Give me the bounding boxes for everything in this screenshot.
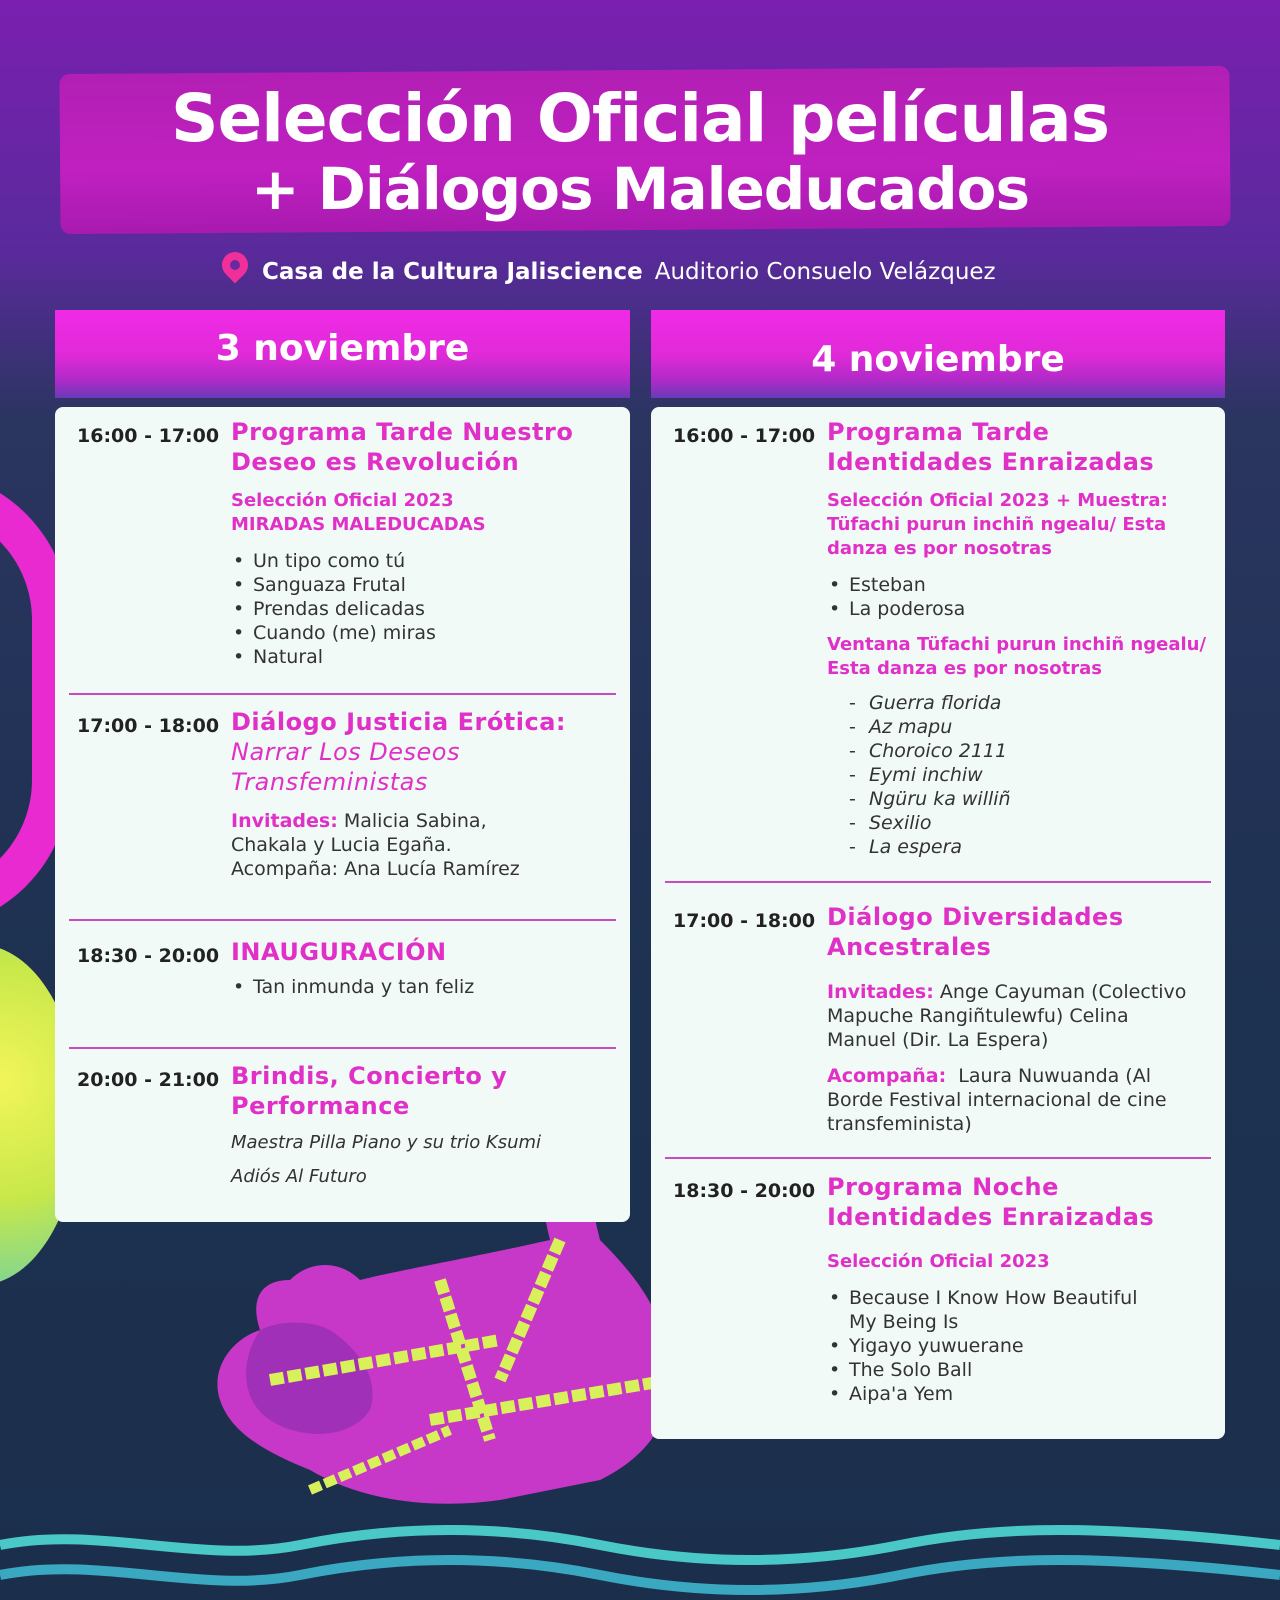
section-title (827, 633, 1213, 681)
divider (69, 693, 616, 695)
performer-line: Adiós Al Futuro (231, 1166, 367, 1187)
event-title: Identidades Enraizadas (827, 448, 1155, 476)
section-title (827, 489, 1213, 561)
guests-line: Manuel (Dir. La Espera) (827, 1029, 1049, 1051)
list-item: - Eymi inchiw (827, 763, 1213, 787)
list-item: • Natural (231, 645, 618, 669)
list-item: - La espera (827, 835, 1213, 859)
guests-line: Acompaña: Ana Lucía Ramírez (231, 858, 520, 880)
slot-time: 18:30 - 20:00 (673, 1180, 816, 1202)
location-pin-icon (220, 252, 250, 292)
list-item: • Tan inmunda y tan feliz (231, 975, 618, 999)
slot-time: 16:00 - 17:00 (77, 425, 220, 447)
event-title: Programa Tarde Nuestro Deseo es Revolución (231, 418, 574, 476)
list-item: • Aipa'a Yem (827, 1382, 1213, 1406)
event-title: Ancestrales (827, 933, 992, 961)
list-item: - Choroico 2111 (827, 739, 1213, 763)
event-title: INAUGURACIÓN (231, 938, 447, 966)
event-title: Diálogo Diversidades (827, 903, 1124, 931)
film-list (231, 549, 618, 669)
guests-label: Invitades: (827, 981, 934, 1003)
guests-text (827, 980, 1213, 1052)
film-line: My Being Is (849, 1311, 959, 1333)
list-item: - Az mapu (827, 715, 1213, 739)
section-title-line: Selección Oficial 2023 + Muestra: (827, 490, 1168, 511)
film-list (827, 1286, 1213, 1406)
slot-time: 17:00 - 18:00 (673, 910, 816, 932)
section-title-line: danza es por nosotras (827, 538, 1052, 559)
section-title-line: Selección Oficial 2023 (231, 490, 454, 511)
page-title: Selección Oficial películas (171, 80, 1109, 157)
venue-room: Auditorio Consuelo Velázquez (654, 259, 996, 285)
list-item: - Sexilio (827, 811, 1213, 835)
event-subtitle: Narrar Los Deseos (231, 738, 460, 766)
list-item: • The Solo Ball (827, 1358, 1213, 1382)
list-item: • Un tipo como tú (231, 549, 618, 573)
list-item: • Cuando (me) miras (231, 621, 618, 645)
film-list (827, 573, 1213, 621)
guests-line: Mapuche Rangiñtulewfu) Celina (827, 1005, 1129, 1027)
slot-time: 18:30 - 20:00 (77, 945, 220, 967)
performer-line: Maestra Pilla Piano y su trio Ksumi (231, 1132, 542, 1153)
slot-time: 17:00 - 18:00 (77, 715, 220, 737)
guests-line: Ange Cayuman (Colectivo (939, 981, 1187, 1003)
event-title: Programa Tarde (827, 418, 1050, 446)
divider (69, 1047, 616, 1049)
slot-time: 16:00 - 17:00 (673, 425, 816, 447)
event-title: Programa Noche (827, 1173, 1059, 1201)
section-title: Selección Oficial 2023 (827, 1251, 1050, 1272)
day1-header: 3 noviembre (55, 310, 630, 398)
venue-location (220, 252, 996, 292)
host-label: Acompaña: (827, 1065, 947, 1087)
host-line: Laura Nuwuanda (Al (958, 1065, 1151, 1087)
event-title: Diálogo Justicia Erótica: (231, 708, 567, 736)
list-item: • La poderosa (827, 597, 1213, 621)
event-title: Identidades Enraizadas (827, 1203, 1155, 1231)
window-film-list (827, 691, 1213, 859)
day2-schedule-card (651, 407, 1225, 1439)
event-title: Performance (231, 1092, 410, 1120)
section-title-line: Tüfachi purun inchiñ ngealu/ Esta (827, 514, 1167, 535)
list-item: • Prendas delicadas (231, 597, 618, 621)
guests-text (231, 809, 618, 881)
event-subtitle: Transfeministas (231, 768, 428, 796)
divider (69, 919, 616, 921)
section-title-line: Ventana Tüfachi purun inchiñ ngealu/ (827, 634, 1207, 655)
host-line: Borde Festival internacional de cine (827, 1089, 1167, 1111)
event-title: Brindis, Concierto y (231, 1062, 508, 1090)
section-title-line: Esta danza es por nosotras (827, 658, 1102, 679)
guests-label: Invitades: (231, 810, 338, 832)
page-subtitle: + Diálogos Maleducados (250, 155, 1030, 223)
divider (665, 1157, 1211, 1159)
list-item: • Sanguaza Frutal (231, 573, 618, 597)
list-item: • Yigayo yuwuerane (827, 1334, 1213, 1358)
venue-name: Casa de la Cultura Jaliscience (262, 259, 643, 285)
guests-line: Chakala y Lucia Egaña. (231, 834, 452, 856)
list-item: - Guerra florida (827, 691, 1213, 715)
section-title-line: MIRADAS MALEDUCADAS (231, 514, 486, 535)
list-item: • Esteban (827, 573, 1213, 597)
guests-line: Malicia Sabina, (343, 810, 487, 832)
film-list (231, 975, 618, 999)
host-text (827, 1064, 1213, 1136)
day1-schedule-card (55, 407, 630, 1222)
slot-time: 20:00 - 21:00 (77, 1069, 220, 1091)
divider (665, 881, 1211, 883)
list-item: - Ngüru ka williñ (827, 787, 1213, 811)
day2-header: 4 noviembre (651, 310, 1225, 398)
decorative-waves (0, 1525, 1280, 1600)
host-line: transfeminista) (827, 1113, 972, 1135)
section-title (231, 489, 618, 537)
list-item (827, 1286, 1213, 1334)
film-line: Because I Know How Beautiful (849, 1287, 1138, 1309)
